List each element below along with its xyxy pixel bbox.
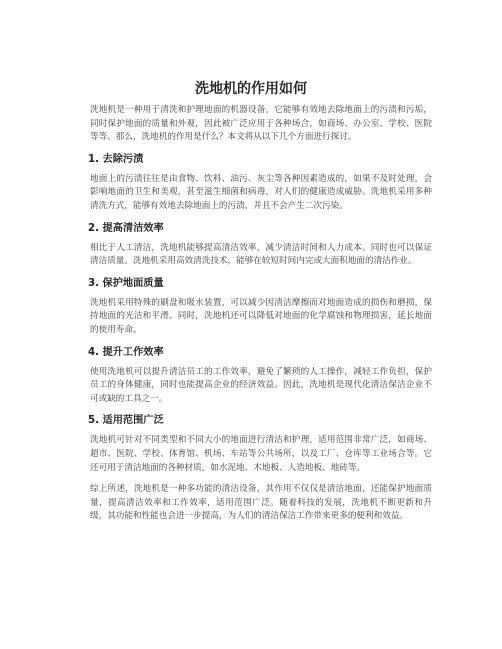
- section-heading: 4. 提升工作效率: [88, 346, 164, 358]
- section-heading: 3. 保护地面质量: [88, 277, 164, 289]
- section-paragraph: 洗地机可针对不同类型和不同大小的地面进行清洁和护理，适用范围非常广泛，如商场、超市、医院、学校、体育馆、机场、车站等公共场所，以及工厂、仓库等工业场合等。它还可用于清洁地面的各种材质，如水泥地、木地板、人造地板、地砖等。: [90, 435, 432, 473]
- section-paragraph: 相比于人工清洁，洗地机能够提高清洁效率，减少清洁时间和人力成本。同时也可以保证清洁质量。洗地机采用高效清洗技术，能够在较短时间内完成大面积地面的清洁作业。: [90, 242, 432, 267]
- closing-paragraph: 综上所述，洗地机是一种多功能的清洁设备，其作用不仅仅是清洁地面，还能保护地面质量，提高清洁效率和工作效率，适用范围广泛。随着科技的发展，洗地机不断更新和升级，其功能和性能也会进一步提高，为人们的清洁保洁工作带来更多的便利和效益。: [90, 484, 432, 522]
- section-heading: 5. 适用范围广泛: [88, 415, 164, 427]
- section-1: [90, 153, 432, 214]
- section-3: [90, 277, 432, 338]
- section-heading: 1. 去除污渍: [88, 153, 144, 165]
- section-heading: 2. 提高清洁效率: [88, 222, 164, 234]
- document-title: 洗地机的作用如何: [195, 81, 307, 97]
- section-paragraph: 使用洗地机可以提升清洁员工的工作效率，避免了繁琐的人工操作，减轻工作负担，保护员工的身体健康，同时也能提高企业的经济效益。因此，洗地机是现代化清洁保洁企业不可或缺的工具之一。: [90, 366, 432, 404]
- section-4: [90, 346, 432, 407]
- section-5: [90, 414, 432, 475]
- section-2: [90, 222, 432, 269]
- document-body: [90, 104, 432, 524]
- section-paragraph: 洗地机采用特殊的刷盘和吸水装置，可以减少因清洁摩擦而对地面造成的损伤和磨损，保持地面的光洁和平滑。同时，洗地机还可以降低对地面的化学腐蚀和物理损害，延长地面的使用寿命。: [90, 297, 432, 335]
- intro-paragraph: 洗地机是一种用于清洗和护理地面的机器设备。它能够有效地去除地面上的污渍和污垢，同时保护地面的质量和外观，因此被广泛应用于各种场合，如商场、办公室、学校、医院等等。那么，洗地机的作用是什么？本文将从以下几个方面进行探讨。: [90, 105, 432, 143]
- section-paragraph: 地面上的污渍往往是由食物、饮料、油污、灰尘等各种因素造成的，如果不及时处理，会影响地面的卫生和美观，甚至滋生细菌和病毒，对人们的健康造成威胁。洗地机采用多种清洗方式，能够有效地去除地面上的污渍，并且不会产生二次污染。: [90, 173, 432, 211]
